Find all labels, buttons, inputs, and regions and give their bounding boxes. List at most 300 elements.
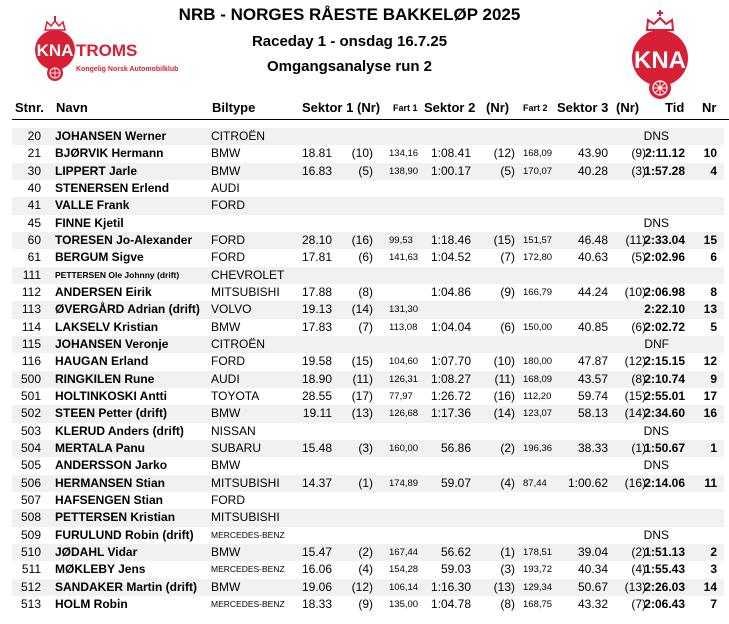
sector2-time: 59.03 [440,562,471,577]
table-row [12,405,724,422]
speed2: 112,20 [523,390,552,402]
position: 12 [703,354,717,369]
driver-name: LIPPERT Jarle [55,163,138,178]
driver-name: ANDERSSON Jarko [55,458,168,473]
table-row [12,267,724,284]
car-type: AUDI [211,180,240,195]
sector3-rank: (5) [631,250,646,265]
driver-name: ØVERGÅRD Adrian (drift) [55,302,200,317]
col-fart2: Fart 2 [523,103,548,113]
position: 9 [710,371,717,386]
driver-name: FINNE Kjetil [55,215,124,230]
start-number: 512 [20,579,41,594]
car-type: CHEVROLET [211,267,285,282]
sector1-time: 17.88 [301,284,332,299]
sector3-time: 1:00.62 [567,475,608,490]
sector3-time: 40.28 [577,163,608,178]
car-type: FORD [211,492,245,507]
total-time: 2:26.03 [644,579,685,594]
sector1-rank: (14) [351,302,373,317]
sector1-time: 19.13 [301,302,332,317]
sector3-rank: (9) [631,146,646,161]
total-time: DNS [643,527,669,542]
position: 8 [710,284,717,299]
driver-name: HOLM Robin [55,596,128,611]
table-row [12,232,724,249]
page-title: NRB - NORGES RÅESTE BAKKELØP 2025 [178,5,521,24]
car-type: BMW [211,406,241,421]
sector1-time: 16.06 [301,562,332,577]
sector2-time: 59.07 [440,475,471,490]
sector3-time: 40.85 [577,319,608,334]
sector2-time: 1:08.41 [430,146,471,161]
start-number: 502 [20,406,41,421]
table-row [12,561,724,578]
sector3-time: 50.67 [577,579,608,594]
sector3-time: 40.34 [577,562,608,577]
col-sektor3: Sektor 3 [557,100,609,115]
car-type: FORD [211,232,245,247]
speed2: 87,44 [523,477,547,489]
sector3-time: 46.48 [577,232,608,247]
col-nr3: (Nr) [616,100,640,115]
speed1: 131,30 [389,304,419,316]
sector2-time: 1:04.78 [430,596,471,611]
sector3-rank: (13) [624,579,646,594]
total-time: 2:55.01 [644,388,685,403]
total-time: 1:57.28 [644,163,685,178]
sector3-rank: (4) [631,562,646,577]
position: 1 [710,440,717,455]
start-number: 503 [20,423,41,438]
car-type: AUDI [211,371,240,386]
sector2-rank: (9) [500,284,515,299]
start-number: 507 [20,492,41,507]
car-type: BMW [211,163,241,178]
kna-text: KNA [634,47,686,74]
driver-name: HAUGAN Erland [55,354,149,369]
speed2: 196,36 [523,442,553,454]
sector3-rank: (15) [624,388,646,403]
position: 2 [710,544,717,559]
driver-name: STEEN Petter (drift) [55,406,168,421]
sector1-rank: (15) [351,354,373,369]
sector1-rank: (5) [358,163,373,178]
sector1-rank: (4) [358,562,373,577]
table-header [0,100,729,118]
driver-name: JOHANSEN Veronje [55,336,169,351]
position: 15 [703,232,717,247]
driver-name: BERGUM Sigve [55,250,144,265]
total-time: 2:11.12 [644,146,685,161]
sector3-rank: (10) [624,284,646,299]
position: 16 [703,406,717,421]
sector2-rank: (10) [493,354,515,369]
car-type: MERCEDES-BENZ [211,564,285,575]
speed2: 129,34 [523,581,553,593]
speed2: 178,51 [523,546,553,558]
sector3-rank: (12) [624,354,646,369]
total-time: 2:22.10 [644,302,685,317]
sector1-time: 18.33 [301,596,332,611]
sector2-rank: (3) [500,562,515,577]
driver-name: JOHANSEN Werner [55,129,167,143]
sector2-rank: (8) [500,596,515,611]
total-time: 2:14.06 [644,475,685,490]
car-type: NISSAN [211,423,256,438]
car-type: BMW [211,544,241,559]
sector2-rank: (6) [500,319,515,334]
sector1-time: 17.81 [301,250,332,265]
start-number: 513 [20,596,41,611]
speed2: 150,00 [523,321,553,333]
speed1: 77,97 [389,390,413,402]
sector2-rank: (14) [493,406,515,421]
total-time: DNS [643,458,669,473]
speed1: 99,53 [389,234,413,246]
start-number: 60 [27,232,41,247]
sector2-rank: (2) [500,440,515,455]
car-type: FORD [211,250,245,265]
sector3-time: 38.33 [577,440,608,455]
sector2-time: 1:07.70 [430,354,471,369]
sector3-rank: (6) [631,319,646,334]
sector1-rank: (17) [351,388,373,403]
col-nr1: (Nr) [357,100,381,115]
total-time: DNS [643,129,669,143]
sector2-time: 1:16.30 [430,579,471,594]
total-time: 2:02.96 [644,250,685,265]
car-type: TOYOTA [211,388,260,403]
table-row [12,249,724,266]
sector1-rank: (9) [358,596,373,611]
sector3-time: 39.04 [577,544,608,559]
table-row [12,457,724,474]
driver-name: HAFSENGEN Stian [55,492,164,507]
table-row [12,544,724,561]
speed2: 170,07 [523,165,553,177]
total-time: 2:15.15 [644,354,685,369]
table-row [12,336,724,353]
total-time: 2:33.04 [644,232,685,247]
col-sektor1: Sektor 1 [302,100,354,115]
sector2-time: 56.62 [440,544,471,559]
col-fart1: Fart 1 [393,103,418,113]
kna-text: KNA [36,41,74,60]
speed1: 160,00 [389,442,419,454]
wheel-icon [649,77,671,99]
position: 17 [703,388,717,403]
sector1-time: 18.81 [301,146,332,161]
sector1-rank: (11) [352,371,373,386]
sector1-time: 19.58 [301,354,332,369]
start-number: 508 [20,510,41,525]
results-table [12,128,724,613]
table-row [12,596,724,613]
sector2-time: 1:17.36 [430,406,471,421]
sector1-rank: (13) [351,406,373,421]
position: 5 [710,319,717,334]
total-time: 2:10.74 [644,371,685,386]
sector1-time: 15.48 [301,440,332,455]
speed2: 151,57 [523,234,553,246]
start-number: 500 [20,371,41,386]
page-subtitle: Raceday 1 - onsdag 16.7.25 [251,33,448,50]
total-time: 2:02.72 [644,319,685,334]
driver-name: SANDAKER Martin (drift) [55,579,197,594]
col-biltype: Biltype [212,100,256,115]
speed2: 168,75 [523,598,553,610]
sector1-rank: (12) [351,579,373,594]
sector3-time: 58.13 [577,406,608,421]
start-number: 40 [27,180,41,195]
speed2: 123,07 [523,408,553,420]
sector1-rank: (6) [358,250,373,265]
table-row [12,284,724,301]
start-number: 115 [21,336,41,351]
total-time: 1:51.13 [644,544,685,559]
speed1: 174,89 [389,477,419,489]
speed1: 126,68 [389,408,419,420]
car-type: FORD [211,354,245,369]
sector1-rank: (10) [351,146,373,161]
start-number: 510 [20,544,41,559]
sector1-time: 15.47 [301,544,332,559]
car-type: BMW [211,579,241,594]
driver-name: PETTERSEN Kristian [55,510,176,525]
col-sektor2: Sektor 2 [424,100,476,115]
start-number: 111 [22,267,41,282]
driver-name: KLERUD Anders (drift) [55,423,184,438]
speed2: 166,79 [523,286,553,298]
sector3-rank: (3) [631,163,646,178]
sector1-time: 19.06 [301,579,332,594]
total-time: DNS [643,215,669,230]
driver-name: MERTALA Panu [55,440,145,455]
sector3-rank: (8) [631,371,646,386]
total-time: 2:34.60 [644,406,685,421]
total-time: DNF [644,336,669,351]
table-row [12,319,724,336]
table-row [12,371,724,388]
start-number: 501 [20,388,41,403]
analysis-title: Omgangsanalyse run 2 [266,58,433,75]
speed1: 104,60 [389,356,419,368]
table-row [12,180,724,197]
position: 4 [710,163,717,178]
speed1: 113,08 [389,321,418,333]
start-number: 116 [21,354,41,369]
car-type: CITROËN [211,129,265,143]
col-stnr: Stnr. [15,100,44,115]
table-row [12,128,724,145]
car-type: MERCEDES-BENZ [211,529,285,540]
sector2-rank: (7) [500,250,515,265]
sector2-rank: (13) [493,579,515,594]
start-number: 509 [20,527,41,542]
sector2-time: 1:04.86 [430,284,471,299]
table-row [12,579,724,596]
sector3-rank: (7) [631,596,646,611]
sector1-rank: (3) [358,440,373,455]
sector2-rank: (12) [493,146,515,161]
position: 11 [704,475,717,490]
car-type: MERCEDES-BENZ [211,598,285,609]
sector3-time: 43.57 [577,371,608,386]
start-number: 45 [27,215,41,230]
troms-text: TROMS [76,41,138,60]
table-row [12,301,724,318]
position: 14 [703,579,717,594]
table-row [12,353,724,370]
car-type: CITROËN [211,336,265,351]
driver-name: TORESEN Jo-Alexander [55,232,193,247]
car-type: MITSUBISHI [211,475,280,490]
sector1-time: 16.83 [301,163,332,178]
sector2-time: 1:08.27 [430,371,471,386]
table-row [12,440,724,457]
driver-name: MØKLEBY Jens [55,562,146,577]
sector1-rank: (2) [358,544,373,559]
sector3-time: 43.90 [577,146,608,161]
table-row [12,145,724,162]
speed1: 135,00 [389,598,419,610]
position: 7 [710,596,717,611]
sector2-time: 1:00.17 [430,163,471,178]
sector1-rank: (8) [358,284,373,299]
total-time: DNS [643,423,669,438]
total-time: 2:06.98 [644,284,685,299]
sector3-rank: (1) [631,440,646,455]
table-row [12,509,724,526]
start-number: 113 [21,302,41,317]
table-row [12,492,724,509]
table-row [12,163,724,180]
total-time: 1:55.43 [644,562,685,577]
start-number: 41 [27,198,41,213]
sector2-rank: (11) [494,371,515,386]
start-number: 506 [20,475,41,490]
car-type: SUBARU [211,440,262,455]
speed1: 126,31 [389,373,419,385]
sector3-rank: (2) [631,544,646,559]
sector2-time: 1:04.52 [430,250,471,265]
table-row [12,475,724,492]
driver-name: JØDAHL Vidar [55,544,138,559]
start-number: 504 [20,440,41,455]
sector3-rank: (14) [624,406,646,421]
car-type: BMW [211,458,241,473]
start-number: 511 [21,562,41,577]
start-number: 30 [27,163,41,178]
driver-name: HOLTINKOSKI Antti [55,388,167,403]
sector2-rank: (4) [500,475,515,490]
sector1-time: 28.10 [301,232,332,247]
table-row [12,215,724,232]
sector1-rank: (1) [358,475,373,490]
speed2: 168,09 [523,373,553,385]
sector3-time: 43.32 [577,596,608,611]
table-row [12,388,724,405]
speed2: 168,09 [523,148,553,160]
speed1: 167,44 [389,546,419,558]
col-tid: Tid [665,100,685,115]
speed1: 134,16 [389,148,419,160]
table-row [12,527,724,544]
sector1-time: 19.11 [302,406,332,421]
driver-name: HERMANSEN Stian [55,475,166,490]
driver-name: ANDERSEN Eirik [55,284,152,299]
sector3-time: 40.63 [577,250,608,265]
driver-name: VALLE Frank [55,198,130,213]
car-type: MITSUBISHI [211,510,280,525]
start-number: 21 [27,146,41,161]
col-nr2: (Nr) [486,100,510,115]
sector1-time: 18.90 [301,371,332,386]
position: 13 [703,302,717,317]
sector2-time: 1:04.04 [430,319,471,334]
table-row [12,197,724,214]
driver-name: STENERSEN Erlend [55,180,170,195]
col-navn: Navn [56,100,88,115]
car-type: VOLVO [211,302,252,317]
sector2-rank: (1) [500,544,515,559]
sector2-time: 56.86 [440,440,471,455]
header-divider [12,119,729,120]
sector1-rank: (16) [351,232,373,247]
sector2-rank: (5) [500,163,515,178]
speed2: 193,72 [523,564,553,576]
sector1-time: 28.55 [301,388,332,403]
sector2-rank: (16) [493,388,515,403]
sector3-time: 47.87 [577,354,608,369]
position: 6 [710,250,717,265]
position: 10 [703,146,717,161]
sector1-time: 17.83 [301,319,332,334]
car-type: MITSUBISHI [211,284,280,299]
speed1: 141,63 [389,252,419,264]
total-time: 2:06.43 [644,596,685,611]
driver-name: RINGKILEN Rune [55,371,155,386]
driver-name: BJØRVIK Hermann [55,146,164,161]
position: 3 [710,562,717,577]
driver-name: FURULUND Robin (drift) [55,527,194,542]
start-number: 112 [21,284,41,299]
start-number: 114 [21,319,41,334]
driver-name: LAKSELV Kristian [55,319,159,334]
car-type: BMW [211,146,241,161]
sector1-time: 14.37 [301,475,332,490]
sector1-rank: (7) [358,319,373,334]
total-time: 1:50.67 [644,440,685,455]
sector3-rank: (16) [624,475,646,490]
speed1: 138,90 [389,165,419,177]
table-row [12,423,724,440]
sector2-time: 1:18.46 [430,232,471,247]
start-number: 61 [27,250,41,265]
speed2: 172,80 [523,252,553,264]
sector2-rank: (15) [493,232,515,247]
col-nr: Nr [702,100,717,115]
tagline-text: Kongelig Norsk Automobilklub [76,66,179,73]
speed1: 106,14 [389,581,419,593]
speed1: 154,28 [389,564,419,576]
driver-name: PETTERSEN Ole Johnny (drift) [55,269,180,280]
sector3-time: 44.24 [577,284,608,299]
start-number: 20 [27,129,41,143]
sector3-rank: (11) [625,232,646,247]
sector2-time: 1:26.72 [430,388,471,403]
